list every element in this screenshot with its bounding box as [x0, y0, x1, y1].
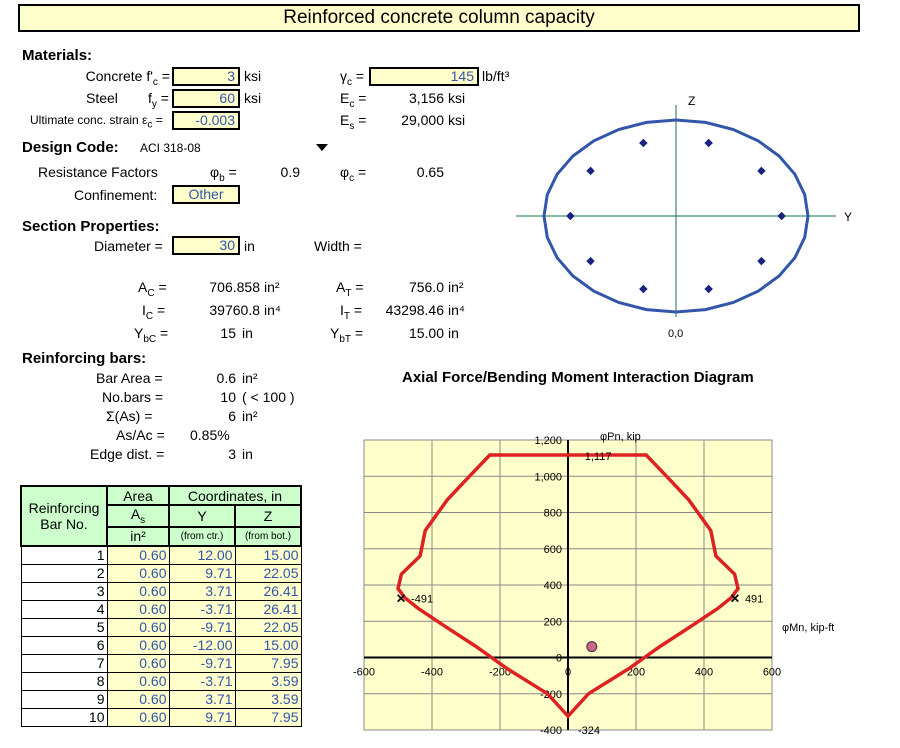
ac-value: 706.858	[209, 279, 260, 295]
strain-label: Ultimate conc. strain $\varepsilon_c$ =	[30, 113, 163, 131]
reinforcing-heading: Reinforcing bars:	[22, 350, 147, 367]
sum-as-value: 6	[228, 408, 236, 424]
y-coord-cell[interactable]: 3.71	[169, 582, 235, 600]
es-symbol: $E_s$ =	[340, 112, 367, 132]
rebar-marker	[777, 212, 785, 220]
page-title: Reinforced concrete column capacity	[18, 4, 860, 32]
bars-table	[20, 485, 302, 727]
rebar-marker	[639, 285, 647, 293]
phib-symbol: $\varphi_b$ =	[210, 164, 237, 184]
y-tick-label: 1,200	[534, 435, 562, 447]
chart-title: Axial Force/Bending Moment Interaction Diagram	[402, 369, 754, 386]
at-symbol: $A_T$ =	[336, 279, 364, 299]
header-area: Area	[107, 486, 169, 505]
y-axis-title: φPn, kip	[600, 431, 641, 443]
z-axis-label: Z	[688, 94, 696, 108]
x-tick-label: 200	[626, 666, 646, 679]
ybc-symbol: $Y_{bC}$ =	[134, 325, 169, 345]
x-tick-label: -200	[488, 666, 512, 679]
gamma-input[interactable]: 145	[369, 67, 479, 86]
ybc-value: 15	[220, 325, 236, 341]
header-bar-no: Reinforcing Bar No.	[21, 486, 107, 546]
section-plot	[510, 85, 860, 345]
table-row	[21, 654, 301, 672]
y-tick-label: 400	[543, 580, 562, 592]
y-coord-cell[interactable]: -9.71	[169, 618, 235, 636]
x-marker: ×	[730, 590, 740, 608]
nobars-note: ( < 100 )	[242, 389, 295, 405]
bar-no-cell: 6	[21, 636, 107, 654]
area-cell[interactable]: 0.60	[107, 600, 169, 618]
ic-value: 39760.8	[209, 302, 260, 318]
rebar-marker	[639, 139, 647, 147]
ac-unit: in²	[264, 279, 280, 295]
y-tick-label: 200	[543, 616, 562, 629]
bar-no-cell: 1	[21, 546, 107, 565]
bar-no-cell: 4	[21, 600, 107, 618]
rebar-marker	[566, 212, 574, 220]
design-code-heading: Design Code:	[22, 139, 119, 156]
y-tick-label: -200	[539, 688, 562, 701]
bar-no-cell: 9	[21, 690, 107, 708]
phib-value: 0.9	[280, 164, 300, 180]
strain-input[interactable]: -0.003	[172, 111, 240, 130]
ac-symbol: $A_C$ =	[138, 279, 167, 299]
y-coord-cell[interactable]: 9.71	[169, 708, 235, 726]
ec-value: 3,156	[408, 90, 444, 106]
ratio-label: As/Ac =	[116, 427, 165, 443]
area-cell[interactable]: 0.60	[107, 672, 169, 690]
table-row	[21, 618, 301, 636]
bar-no-cell: 3	[21, 582, 107, 600]
z-coord-cell[interactable]: 22.05	[235, 564, 301, 582]
annotation-label: 491	[744, 593, 764, 606]
table-row	[21, 546, 301, 565]
confinement-label: Confinement:	[74, 187, 158, 203]
z-coord-cell[interactable]: 7.95	[235, 654, 301, 672]
y-coord-cell[interactable]: 9.71	[169, 564, 235, 582]
ybt-symbol: $Y_{bT}$ =	[330, 325, 364, 345]
y-coord-cell[interactable]: -3.71	[169, 600, 235, 618]
steel-unit: ksi	[244, 90, 262, 106]
area-cell[interactable]: 0.60	[107, 708, 169, 726]
table-row	[21, 564, 301, 582]
edge-dist-unit: in	[242, 446, 253, 462]
es-value: 29,000	[401, 112, 444, 128]
x-tick-label: 600	[762, 666, 782, 679]
table-row	[21, 636, 301, 654]
bar-area-label: Bar Area =	[96, 370, 163, 386]
confinement-input[interactable]: Other	[172, 185, 240, 204]
ec-symbol: $E_c$ =	[340, 90, 367, 110]
y-tick-label: 600	[543, 543, 562, 556]
nobars-label: No.bars =	[102, 389, 164, 405]
z-coord-cell[interactable]: 15.00	[235, 546, 301, 565]
annotation-label: -324	[578, 725, 601, 738]
z-coord-cell[interactable]: 26.41	[235, 582, 301, 600]
x-axis-title: φMn, kip-ft	[782, 622, 835, 634]
table-row	[21, 690, 301, 708]
y-coord-cell[interactable]: 3.71	[169, 690, 235, 708]
sum-as-unit: in²	[242, 408, 258, 424]
steel-fy-input[interactable]: 60	[172, 89, 240, 108]
rebar-marker	[586, 167, 594, 175]
y-coord-cell[interactable]: 12.00	[169, 546, 235, 565]
concrete-fc-input[interactable]: 3	[172, 67, 240, 86]
materials-heading: Materials:	[22, 47, 93, 64]
y-tick-label: -400	[539, 725, 562, 737]
bar-no-cell: 7	[21, 654, 107, 672]
section-heading: Section Properties:	[22, 218, 160, 235]
resistance-label: Resistance Factors	[38, 164, 158, 180]
x-tick-label: -400	[420, 666, 444, 679]
edge-dist-value: 3	[228, 446, 236, 462]
table-row	[21, 708, 301, 726]
annotation-label: -491	[411, 593, 434, 606]
rebar-marker	[757, 167, 765, 175]
rebar-marker	[704, 285, 712, 293]
es-unit: ksi	[448, 112, 466, 128]
z-coord-cell[interactable]: 3.59	[235, 672, 301, 690]
at-unit: in²	[448, 279, 464, 295]
y-axis-label: Y	[844, 210, 853, 224]
ic-symbol: $I_C$ =	[142, 302, 166, 322]
sum-as-label: Σ(As) =	[106, 408, 153, 424]
rebar-marker	[704, 139, 712, 147]
x-tick-label: 400	[694, 666, 714, 679]
y-coord-cell[interactable]: -9.71	[169, 654, 235, 672]
z-coord-cell[interactable]: 15.00	[235, 636, 301, 654]
y-tick-label: 0	[555, 652, 562, 665]
gamma-unit: lb/ft³	[482, 68, 510, 84]
area-cell[interactable]: 0.60	[107, 618, 169, 636]
header-z: Z	[235, 505, 301, 527]
z-coord-cell[interactable]: 3.59	[235, 690, 301, 708]
header-y-note: (from ctr.)	[169, 527, 235, 546]
table-row	[21, 600, 301, 618]
header-z-note: (from bot.)	[235, 527, 301, 546]
area-cell[interactable]: 0.60	[107, 636, 169, 654]
y-tick-label: 800	[543, 507, 562, 520]
bar-area-unit: in²	[242, 370, 258, 386]
bar-no-cell: 10	[21, 708, 107, 726]
diameter-input[interactable]: 30	[172, 236, 240, 255]
header-y: Y	[169, 505, 235, 527]
x-marker: ×	[396, 590, 406, 608]
steel-label: Steel	[86, 90, 118, 106]
ybt-value: 15.00	[408, 325, 444, 341]
phic-value: 0.65	[416, 164, 444, 180]
bar-no-cell: 5	[21, 618, 107, 636]
area-cell[interactable]: 0.60	[107, 564, 169, 582]
ybc-unit: in	[242, 325, 253, 341]
ratio-value: 0.85%	[190, 427, 230, 443]
concrete-unit: ksi	[244, 68, 262, 84]
header-area-unit: in²	[107, 527, 169, 546]
area-cell[interactable]: 0.60	[107, 654, 169, 672]
y-coord-cell[interactable]: -12.00	[169, 636, 235, 654]
table-row	[21, 672, 301, 690]
concrete-label: Concrete $f'_c$ =	[85, 68, 170, 88]
design-code-dropdown-icon[interactable]	[316, 144, 328, 151]
it-value: 43298.46	[385, 302, 444, 318]
origin-label: 0,0	[668, 328, 684, 340]
bar-no-cell: 8	[21, 672, 107, 690]
ybt-unit: in	[448, 325, 459, 341]
diameter-unit: in	[244, 238, 255, 254]
z-coord-cell[interactable]: 7.95	[235, 708, 301, 726]
ec-unit: ksi	[448, 90, 466, 106]
header-area-symbol: $A_s$	[107, 505, 169, 527]
gamma-symbol: $\gamma_c$ =	[340, 68, 365, 88]
z-coord-cell[interactable]: 22.05	[235, 618, 301, 636]
table-row	[21, 582, 301, 600]
phic-symbol: $\varphi_c$ =	[340, 164, 367, 184]
at-value: 756.0	[408, 279, 444, 295]
steel-fy-symbol: $f_y$ =	[148, 90, 169, 110]
design-code-value: ACI 318-08	[140, 141, 201, 155]
interaction-chart	[340, 428, 860, 748]
ic-unit: in⁴	[264, 302, 281, 318]
area-cell[interactable]: 0.60	[107, 582, 169, 600]
y-tick-label: 1,000	[534, 471, 562, 484]
x-tick-label: 0	[564, 666, 572, 679]
y-coord-cell[interactable]: -3.71	[169, 672, 235, 690]
rebar-marker	[757, 257, 765, 265]
diameter-label: Diameter =	[94, 238, 163, 254]
header-coordinates: Coordinates, in	[169, 486, 301, 505]
edge-dist-label: Edge dist. =	[90, 446, 165, 462]
width-label: Width =	[314, 238, 362, 254]
area-cell[interactable]: 0.60	[107, 690, 169, 708]
bar-no-cell: 2	[21, 564, 107, 582]
load-point	[587, 642, 597, 652]
x-tick-label: -600	[352, 666, 376, 679]
rebar-marker	[586, 257, 594, 265]
it-unit: in⁴	[448, 302, 465, 318]
z-coord-cell[interactable]: 26.41	[235, 600, 301, 618]
bar-area-value: 0.6	[216, 370, 236, 386]
area-cell[interactable]: 0.60	[107, 546, 169, 565]
annotation-label: 1,117	[584, 451, 612, 464]
it-symbol: $I_T$ =	[340, 302, 363, 322]
nobars-value: 10	[220, 389, 236, 405]
